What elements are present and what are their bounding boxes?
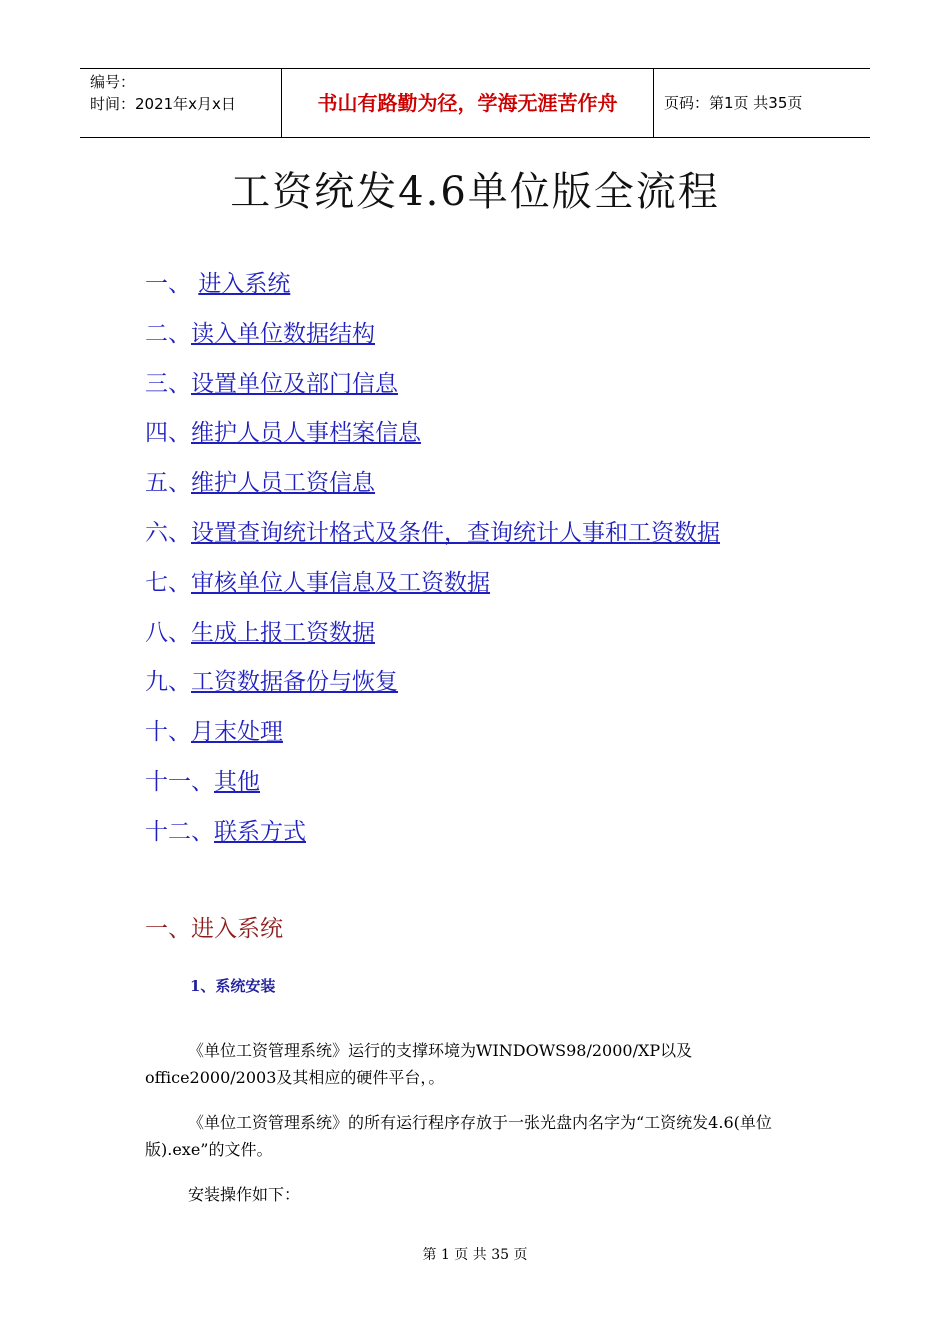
toc-item (145, 366, 720, 416)
toc-link[interactable]: 月末处理 (191, 719, 283, 746)
toc-item-number: 五、 (145, 470, 191, 497)
toc-item-number: 十、 (145, 719, 191, 746)
subsection-heading: 1、系统安装 (190, 977, 276, 995)
toc-link[interactable]: 读入单位数据结构 (191, 320, 375, 347)
toc-item-number: 四、 (145, 420, 191, 447)
page-footer: 第 1 页 共 35 页 (422, 1247, 528, 1263)
toc-item (145, 764, 720, 814)
toc-item (145, 714, 720, 764)
toc-item (145, 515, 720, 565)
toc-item (145, 664, 720, 714)
document-number-label: 编号： (90, 73, 136, 91)
document-date: 时间：2021年x月x日 (90, 95, 236, 113)
section-heading: 一、进入系统 (145, 916, 283, 942)
toc-item-number: 十一、 (145, 768, 214, 795)
toc-item (145, 415, 720, 465)
toc-item-number: 六、 (145, 519, 191, 546)
toc-item (145, 814, 720, 864)
table-of-contents (145, 266, 720, 864)
header-meta (80, 69, 281, 137)
body-paragraph: 《单位工资管理系统》的所有运行程序存放于一张光盘内名字为“工资统发4.6(单位版).exe”的文件。 (145, 1113, 772, 1159)
toc-item-number: 二、 (145, 320, 191, 347)
toc-item-number: 七、 (145, 569, 191, 596)
toc-link[interactable]: 进入系统 (198, 271, 291, 297)
toc-item (145, 615, 720, 665)
header-motto: 书山有路勤为径，学海无涯苦作舟 (281, 69, 654, 137)
body-paragraph: 《单位工资管理系统》运行的支撑环境为WINDOWS98/2000/XP以及office2000/2003及其相应的硬件平台，。 (145, 1041, 693, 1087)
body-paragraph: 安装操作如下： (188, 1185, 301, 1204)
toc-link[interactable]: 生成上报工资数据 (191, 619, 375, 646)
toc-link[interactable]: 联系方式 (214, 818, 306, 845)
toc-link[interactable]: 设置查询统计格式及条件，查询统计人事和工资数据 (191, 519, 720, 546)
header-page-info: 页码：第1页 共35页 (664, 94, 803, 112)
document-title: 工资统发4.6单位版全流程 (230, 169, 720, 215)
toc-item-number: 十二、 (145, 818, 214, 845)
toc-link[interactable]: 工资数据备份与恢复 (191, 669, 398, 696)
page-header (80, 68, 870, 138)
toc-link[interactable]: 审核单位人事信息及工资数据 (191, 569, 490, 596)
toc-link[interactable]: 维护人员人事档案信息 (191, 420, 421, 447)
toc-item-number: 三、 (145, 370, 191, 397)
toc-item (145, 465, 720, 515)
toc-item (145, 316, 720, 366)
toc-item (145, 565, 720, 615)
toc-item-number: 九、 (145, 669, 191, 696)
toc-link[interactable]: 其他 (214, 768, 260, 795)
toc-link[interactable]: 维护人员工资信息 (191, 470, 375, 497)
toc-item-number: 一、 (145, 271, 199, 297)
toc-item-number: 八、 (145, 619, 191, 646)
toc-item (145, 266, 720, 316)
toc-link[interactable]: 设置单位及部门信息 (191, 370, 398, 397)
